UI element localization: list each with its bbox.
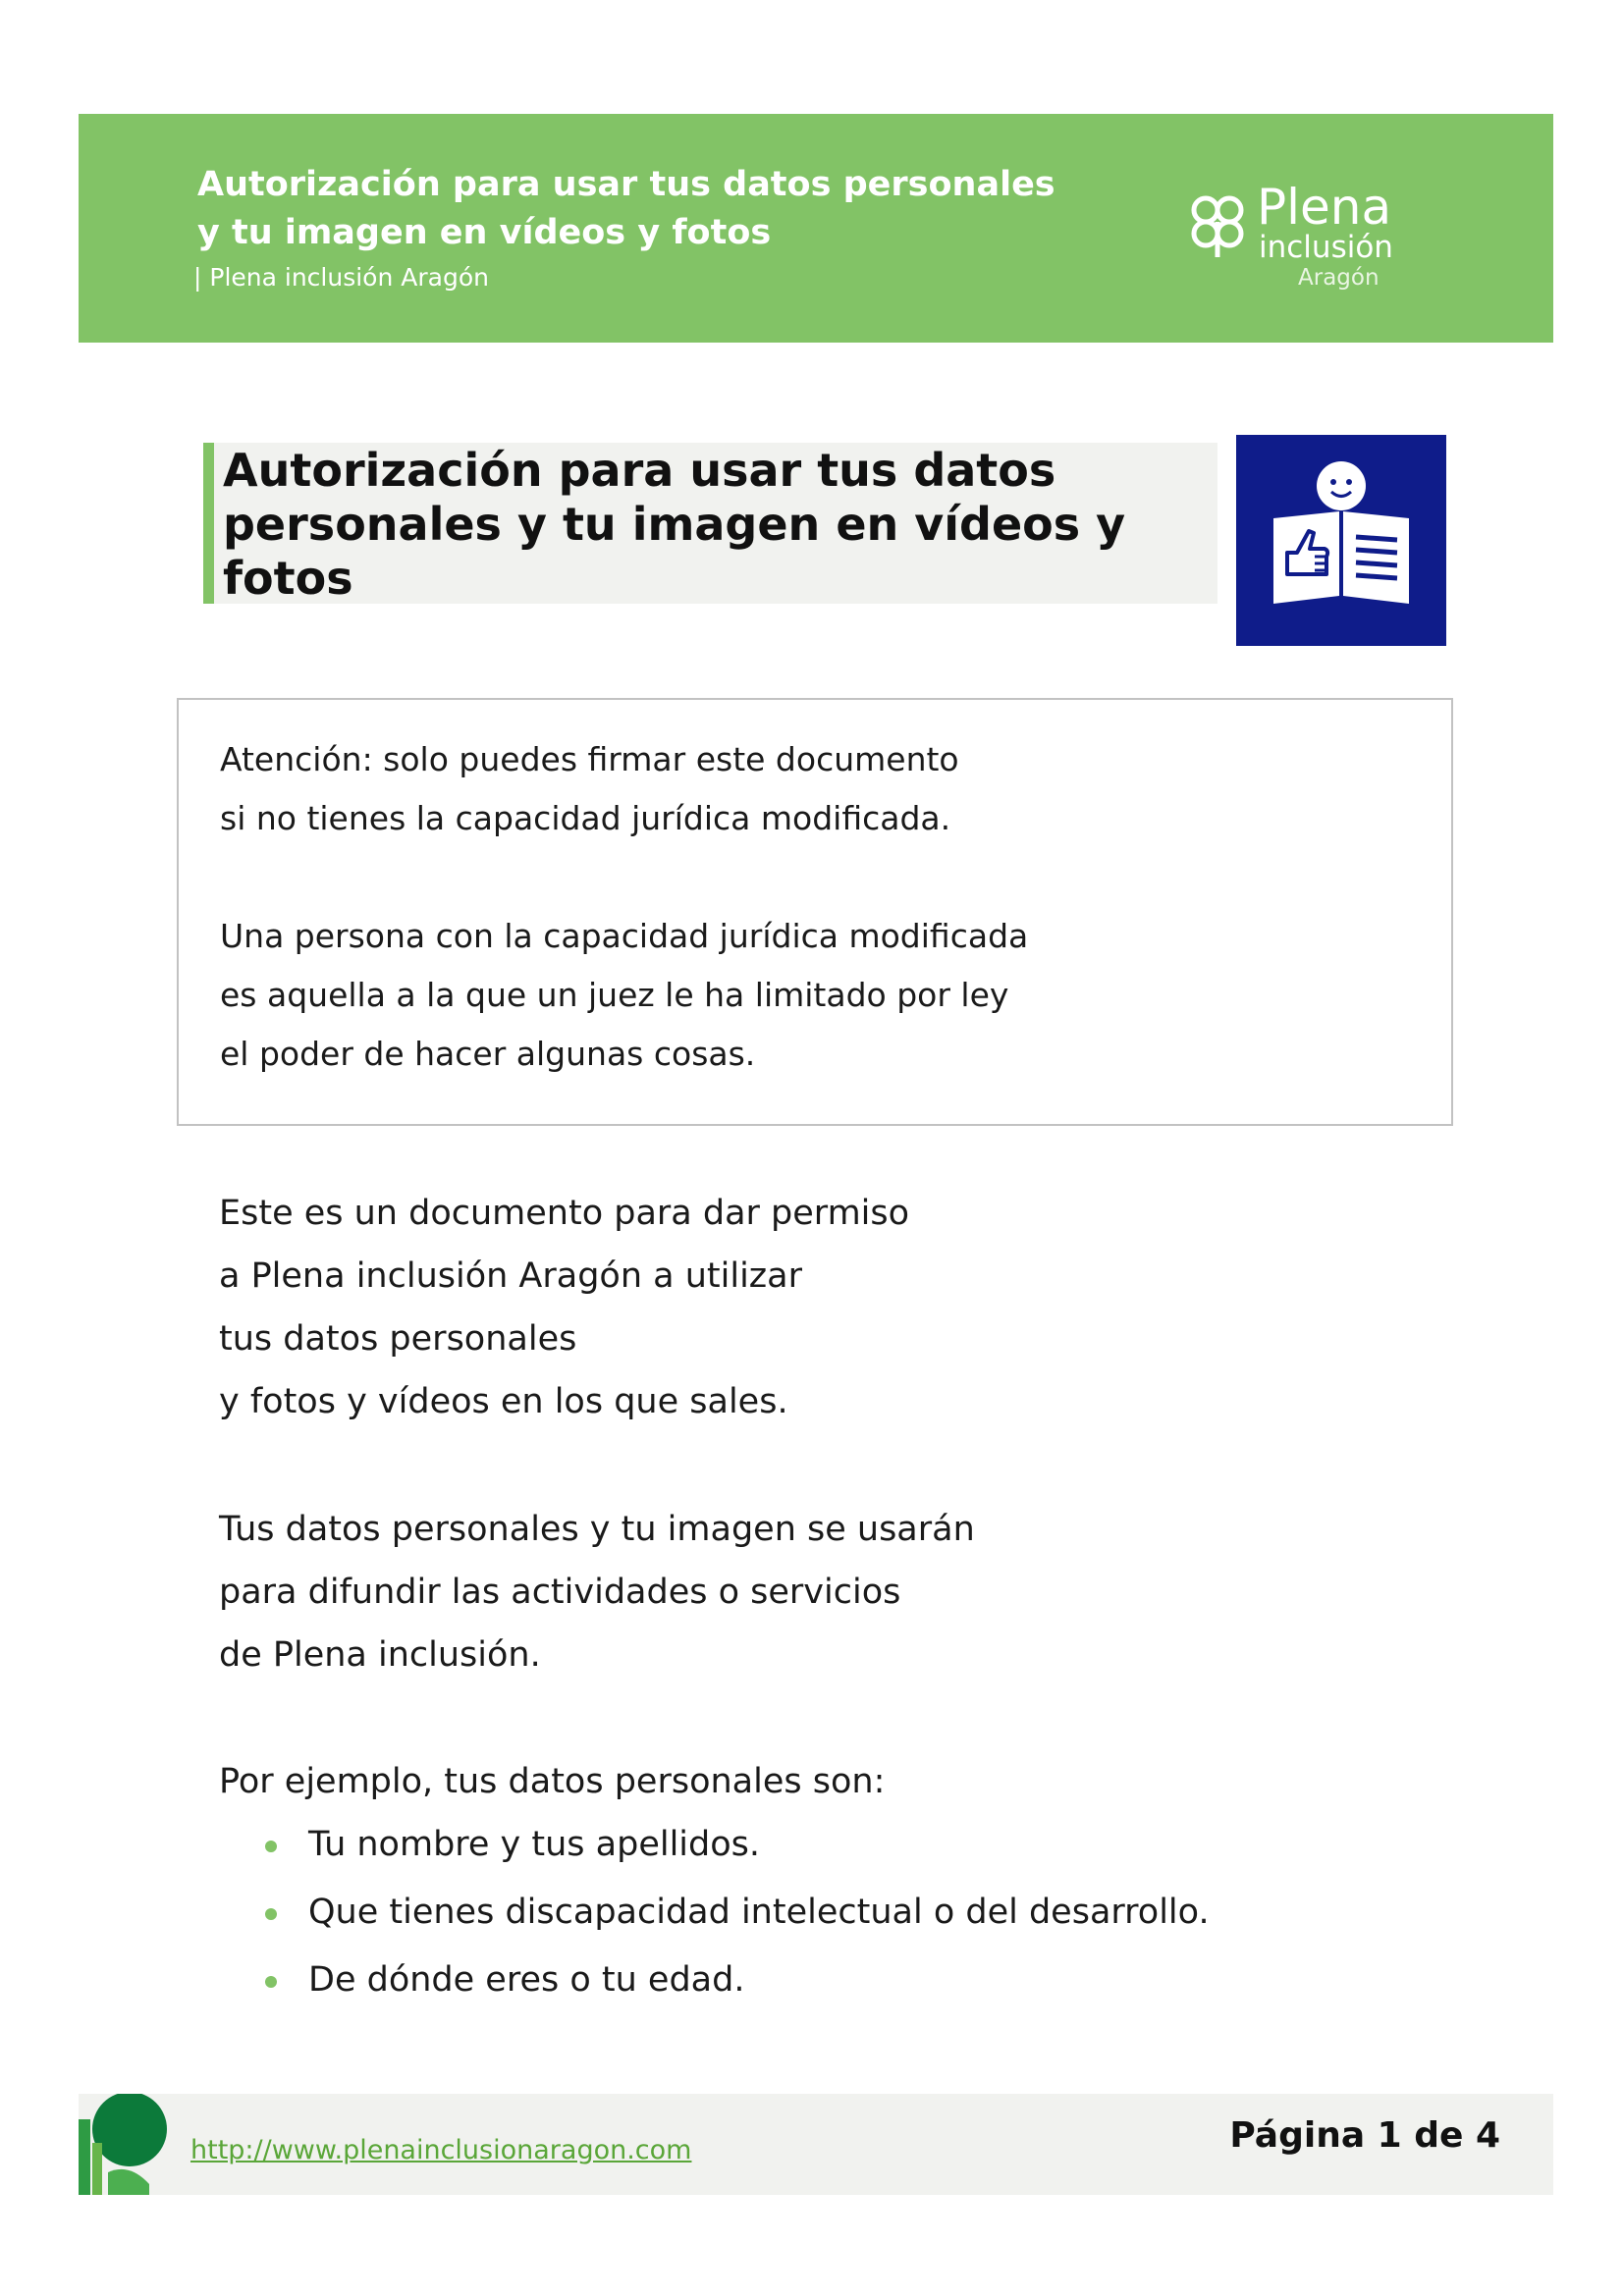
notice-line: el poder de hacer algunas cosas. bbox=[220, 1035, 756, 1073]
paragraph-line: para difundir las actividades o servicios bbox=[219, 1573, 901, 1612]
logo-word-plena: Plena bbox=[1257, 179, 1392, 236]
header-title-line: y tu imagen en vídeos y fotos bbox=[197, 213, 772, 252]
footer-logo-icon bbox=[79, 2094, 167, 2195]
notice-line: Atención: solo puedes firmar este documento bbox=[220, 740, 959, 778]
header-subtitle: | Plena inclusión Aragón bbox=[193, 263, 489, 292]
easy-read-icon bbox=[1236, 435, 1446, 646]
personal-data-list bbox=[219, 1811, 1210, 2014]
notice-line: si no tienes la capacidad jurídica modificada. bbox=[220, 799, 951, 837]
logo-word-inclusion: inclusión bbox=[1259, 230, 1393, 265]
title-box bbox=[203, 443, 1217, 604]
logo-word-aragon: Aragón bbox=[1298, 265, 1380, 291]
page-header bbox=[79, 114, 1553, 343]
list-item-text: De dónde eres o tu edad. bbox=[308, 1960, 745, 2000]
list-item bbox=[219, 1811, 1210, 1879]
list-intro bbox=[219, 1750, 885, 1813]
clover-logo-icon bbox=[1186, 192, 1251, 257]
page-footer bbox=[79, 2094, 1553, 2195]
paragraph-line: Este es un documento para dar permiso bbox=[219, 1194, 910, 1233]
paragraph-line: y fotos y vídeos en los que sales. bbox=[219, 1382, 788, 1421]
easy-read-pictogram-icon bbox=[1236, 435, 1446, 646]
bullet-icon bbox=[265, 1841, 277, 1852]
attention-notice-box bbox=[177, 698, 1453, 1126]
paragraph-line: Tus datos personales y tu imagen se usarán bbox=[219, 1510, 975, 1549]
paragraph-line: a Plena inclusión Aragón a utilizar bbox=[219, 1256, 803, 1296]
page-number: Página 1 de 4 bbox=[1229, 2115, 1500, 2156]
notice-line: Una persona con la capacidad jurídica modificada bbox=[220, 917, 1029, 955]
bullet-icon bbox=[265, 1908, 277, 1920]
header-title-line: Autorización para usar tus datos personales bbox=[197, 165, 1055, 204]
page-title-line: fotos bbox=[223, 552, 353, 605]
list-item-text: Tu nombre y tus apellidos. bbox=[308, 1825, 761, 1864]
page-title bbox=[223, 444, 1125, 606]
paragraph-line: tus datos personales bbox=[219, 1319, 577, 1359]
list-item bbox=[219, 1947, 1210, 2014]
list-item-text: Que tienes discapacidad intelectual o del desarrollo. bbox=[308, 1893, 1210, 1932]
plena-inclusion-logo bbox=[1186, 179, 1490, 293]
page-title-line: Autorización para usar tus datos bbox=[223, 444, 1056, 497]
header-title bbox=[197, 161, 1055, 257]
usage-paragraph bbox=[219, 1498, 975, 1686]
list-intro-text: Por ejemplo, tus datos personales son: bbox=[219, 1762, 886, 1801]
page-title-line: personales y tu imagen en vídeos y bbox=[223, 498, 1126, 551]
website-link[interactable]: http://www.plenainclusionaragon.com bbox=[190, 2135, 692, 2165]
bullet-icon bbox=[265, 1976, 277, 1988]
paragraph-line: de Plena inclusión. bbox=[219, 1635, 541, 1675]
permission-paragraph bbox=[219, 1182, 909, 1433]
notice-line: es aquella a la que un juez le ha limitado por ley bbox=[220, 976, 1009, 1014]
list-item bbox=[219, 1879, 1210, 1947]
